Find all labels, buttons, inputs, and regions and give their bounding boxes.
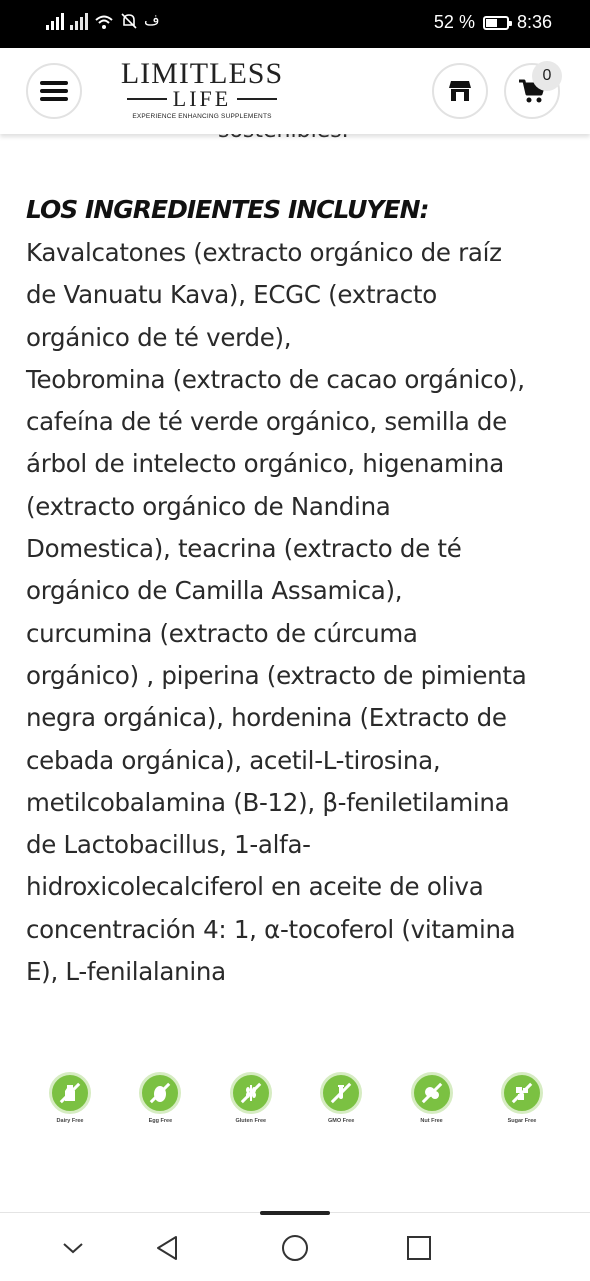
ingredients-text [26,232,566,993]
ingredient-line: (extracto orgánico de Nandina [26,491,391,521]
nut-free-icon [422,1083,442,1103]
ingredient-line: hidroxicolecalciferol en aceite de oliva [26,872,484,902]
ingredient-line: Domestica), teacrina (extracto de té [26,534,462,564]
ingredient-line: Teobromina (extracto de cacao orgánico), [26,364,525,394]
clock: 8:36 [516,12,552,32]
logo-line2: LIFE [172,86,232,111]
status-icons-left [46,12,160,30]
ingredient-line: de Lactobacillus, 1-alfa- [26,830,311,860]
egg-free-badge [136,1072,184,1124]
ingredient-line: metilcobalamina (B-12), β-feniletilamina [26,787,510,817]
ingredients-heading: LOS INGREDIENTES INCLUYEN: [26,195,429,224]
dairy-free-badge [46,1072,94,1124]
ingredient-line: E), L-fenilalanina [26,957,226,987]
logo-line1: LIMITLESS [120,57,284,90]
ingredient-line: árbol de intelecto orgánico, higenamina [26,449,504,479]
ingredient-line: orgánico de Camilla Assamica), [26,576,403,606]
ingredient-line: de Vanuatu Kava), ECGC (extracto [26,280,437,310]
home-icon [281,1234,309,1262]
back-icon [154,1234,180,1262]
chevron-down-icon [62,1241,84,1255]
no-signal-icon [70,12,88,30]
menu-button[interactable] [26,63,82,119]
status-icons-right [434,12,552,33]
ingredient-line: cafeína de té verde orgánico, semilla de [26,407,507,437]
badge-label: Sugar Free [507,1118,537,1124]
cart-button[interactable] [504,63,560,119]
ingredient-line: cebada orgánica), acetil-L-tirosina, [26,745,441,775]
store-icon [447,79,473,103]
ingredient-line: negra orgánica), hordenina (Extracto de [26,703,507,733]
battery-icon [483,16,509,30]
scroll-handle [260,1211,330,1215]
mute-icon [120,12,138,30]
menu-icon [40,77,68,105]
badge-label: Gluten Free [235,1118,267,1124]
badge-label: Nut Free [420,1118,443,1124]
ingredient-line: curcumina (extracto de cúrcuma [26,618,418,648]
collapse-button[interactable] [56,1231,90,1265]
cart-count-badge: 0 [532,61,562,91]
nut-free-badge [408,1072,456,1124]
home-button[interactable] [278,1231,312,1265]
badge-label: GMO Free [328,1118,355,1124]
recents-icon [406,1235,432,1261]
dairy-free-icon [60,1083,80,1103]
ingredient-line: concentración 4: 1, α-tocoferol (vitamina [26,914,516,944]
badge-label: Egg Free [148,1118,173,1124]
back-button[interactable] [150,1231,184,1265]
logo-tagline: EXPERIENCE ENHANCING SUPPLEMENTS [132,113,272,120]
system-nav-bar [0,1212,590,1281]
gluten-free-icon [241,1083,261,1103]
ingredient-line: Kavalcatones (extracto orgánico de raíz [26,238,502,267]
gmo-free-icon [331,1083,351,1103]
egg-free-icon [150,1083,170,1103]
gluten-free-badge [227,1072,275,1124]
site-header [0,48,590,134]
sugar-free-badge [498,1072,546,1124]
product-description [26,192,566,993]
ingredient-line: orgánico) , piperina (extracto de pimienta [26,660,527,690]
free-from-badges [46,1072,546,1124]
app-notification-icon: ف [144,12,160,29]
wifi-icon [94,14,114,30]
signal-icon [46,12,64,30]
status-bar [0,0,590,48]
sugar-free-icon [512,1083,532,1103]
logo[interactable] [110,58,294,120]
recents-button[interactable] [402,1231,436,1265]
battery-percent: 52 % [433,12,475,32]
store-button[interactable] [432,63,488,119]
badge-label: Dairy Free [56,1118,84,1124]
gmo-free-badge [317,1072,365,1124]
ingredient-line: orgánico de té verde), [26,322,292,352]
